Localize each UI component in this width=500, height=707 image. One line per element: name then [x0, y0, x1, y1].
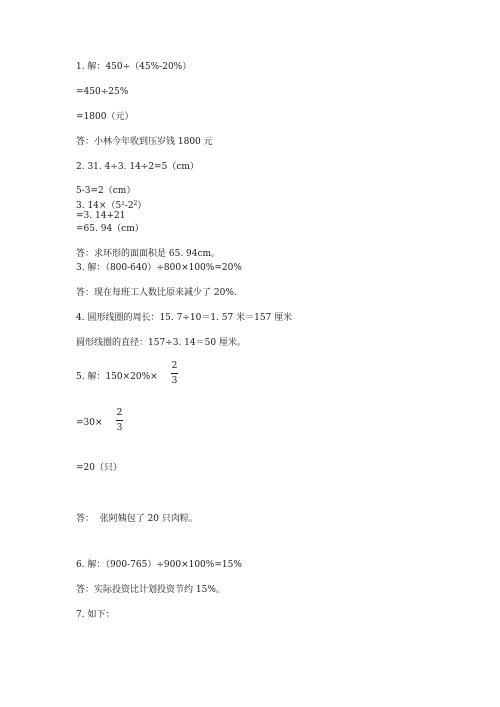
fraction-bar	[171, 373, 178, 374]
q5-step3: =20（只）	[76, 463, 122, 473]
q2-step4: =3. 14+21	[76, 211, 126, 221]
q1-step3: =1800（元）	[76, 112, 134, 122]
q2-step5: =65. 94（cm）	[76, 224, 144, 234]
q5-fraction-2-denominator: 3	[116, 423, 123, 433]
q5-fraction-1	[171, 361, 178, 386]
q2-step3-exponent: 2	[133, 200, 138, 207]
q3-answer: 答：现在每班工人数比原来减少了 20%.	[76, 288, 237, 298]
q7-heading: 7. 如下：	[76, 610, 115, 620]
q2-step2: 5-3=2（cm）	[76, 186, 136, 196]
fraction-bar	[116, 420, 123, 421]
q4-diameter: 圆形线圈的直径：157÷3. 14＝50 厘米。	[76, 338, 246, 348]
q5-fraction-1-denominator: 3	[171, 376, 178, 386]
q2-step3-end: ）	[137, 201, 147, 211]
q5-step2: =30×	[76, 418, 103, 428]
q2-step3	[76, 198, 146, 212]
q5-fraction-2-numerator: 2	[116, 408, 123, 418]
q1-step2: =450÷25%	[76, 87, 129, 97]
q2-step1: 2. 31. 4÷3. 14÷2=5（cm）	[76, 162, 199, 172]
q5-answer: 答： 张阿姨包了 20 只肉粽。	[76, 514, 198, 524]
q2-answer: 答：求环形的面面积是 65. 94cm。	[76, 249, 221, 259]
q6-step1: 6. 解：（900-765）÷900×100%=15%	[76, 560, 242, 570]
q1-answer: 答：小林今年收到压岁钱 1800 元	[76, 137, 213, 147]
q1-step1: 1. 解：450÷（45%-20%）	[76, 62, 192, 72]
q2-step3-main: 3. 14×（5²-2	[76, 201, 134, 211]
q5-step1: 5. 解：150×20%×	[76, 372, 158, 382]
q6-answer: 答：实际投资比计划投资节约 15%。	[76, 585, 225, 595]
q5-fraction-1-numerator: 2	[171, 361, 178, 371]
q5-fraction-2	[116, 408, 123, 433]
q3-step1: 3. 解：（800-640）÷800×100%=20%	[76, 263, 242, 273]
q4-circumference: 4. 圆形线圈的周长：15. 7÷10＝1. 57 米＝157 厘米	[76, 313, 293, 323]
